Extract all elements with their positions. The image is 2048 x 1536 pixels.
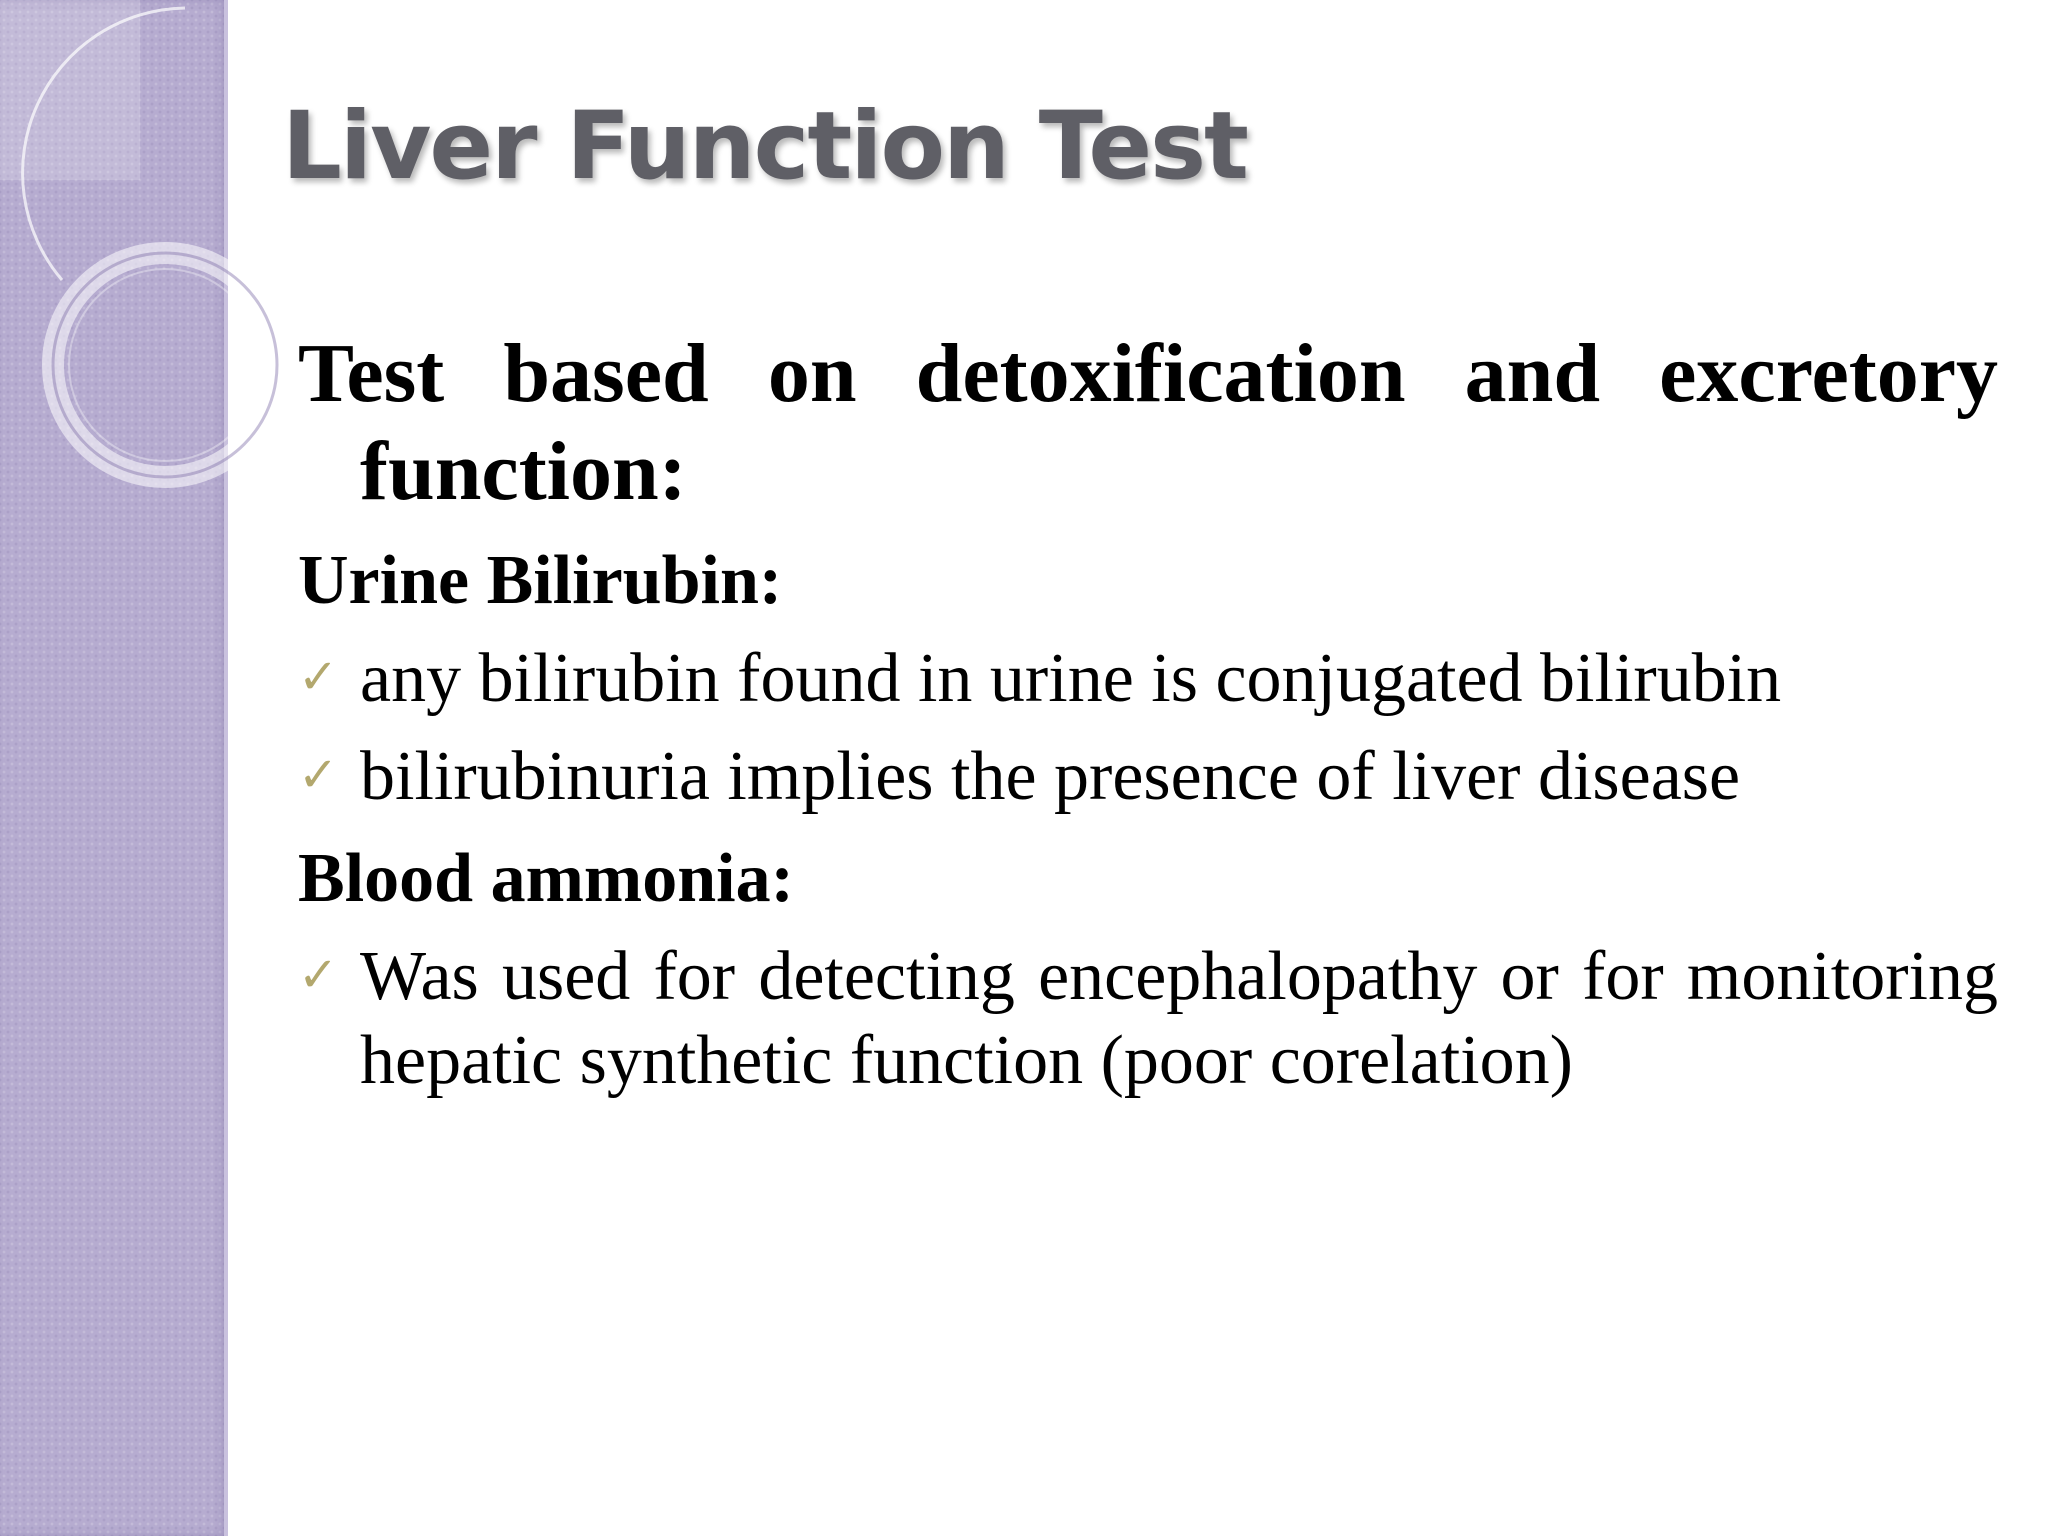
deco-panel: [0, 0, 140, 180]
section-heading: Test based on detoxification and excretory function:: [298, 327, 1998, 518]
slide-title: Liver Function Test: [282, 92, 1247, 201]
bullet-item: [298, 935, 1998, 1103]
bullet-item: [298, 637, 1998, 721]
slide-content: [298, 325, 1998, 1103]
check-mark-icon: ✓: [298, 649, 339, 705]
bullet-text: Was used for detecting encephalopathy or for monitoring hepatic synthetic function (poor corelation): [360, 938, 1998, 1099]
bullet-text: any bilirubin found in urine is conjugated bilirubin: [360, 640, 1782, 717]
check-mark-icon: ✓: [298, 747, 339, 803]
subheading-blood-ammonia: Blood ammonia:: [298, 840, 794, 917]
subheading-urine-bilirubin: Urine Bilirubin:: [298, 542, 783, 619]
deco-ring-inner: [69, 269, 261, 461]
bullet-item: [298, 735, 1998, 819]
check-mark-icon: ✓: [298, 947, 339, 1003]
bullet-text: bilirubinuria implies the presence of liver disease: [360, 738, 1741, 815]
deco-ring-edge: [53, 253, 277, 477]
